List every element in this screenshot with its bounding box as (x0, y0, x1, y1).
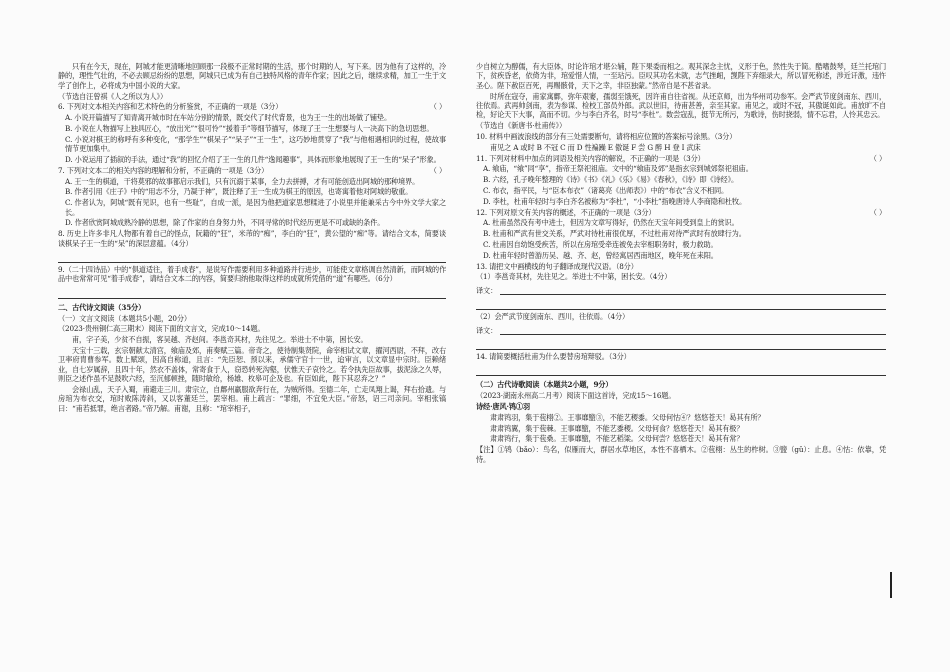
source-note: （节选自汪曾祺《人之所以为人》） (58, 91, 168, 101)
subsection-heading: （一）文言文阅读（本题共5小题，20分） (58, 313, 191, 323)
question-8: 8. 历史上许多非凡人物都有着自己的怪点，阮籍的“狂”，米芾的“痴”，李白的“狂”，黄公望的“痴”等。请结合文本，简要谈谈棋呆子王一生的“呆”的深层意蕴。（4分） (58, 229, 446, 248)
classical-paragraph: 甫，字子美，少贫不自振，客吴越、齐赵间。李邕奇其材，先往见之。举进士不中第，困长安。 (72, 335, 368, 345)
question-12-option-c: C. 杜甫因自幼饱受疾苦，所以在房琯受牵连被免去宰相职务时，极力救助。 (483, 239, 718, 249)
question-10-line: 甫见之 A 或时 B 不冠 C 而 D 性褊躁 E 傲诞 F 尝 G 醉 H 登 I 武床 (490, 142, 701, 152)
subsection-heading: （二）古代诗歌阅读（本题共2小题，9分） (476, 380, 613, 390)
question-11-option-b: B. 六经，孔子晚年整理的《诗》《书》《礼》《乐》《易》《春秋》，《诗》即《诗经》。 (483, 175, 739, 185)
question-12-option-d: D. 杜甫年轻时曾游历吴、越、齐、赵，曾经寓居西南地区，晚年死在耒阳。 (483, 250, 718, 260)
poem-notes: 【注】①鸨（bǎo）：鸟名，似雁而大，群居水草地区，本性不喜栖木。②苞栩：丛生的柞树。③盬（gǔ）：止息。④怙：依靠，凭恃。 (476, 445, 886, 464)
classical-paragraph: 天宝十三载，玄宗朝献太清宫，飨庙及郊，甫奏赋三篇。帝奇之，使待制集贤院，命宰相试文章，擢河西尉，不拜，改右卫率府胄曹参军。数上赋颂，因高自称道，且言：“先臣恕、预以来，承儒守官十一世，迨审言，以文章显中宗时。臣赖绪业，自七岁属辞，且四十年，然衣不盖体，常寄食于人，窃恐转死沟壑，伏惟天子哀怜之。若令执先臣故事，拔泥涂之久辱，则臣之述作虽不足鼓吹六经，至沉郁顿挫，随时敏给，杨雄、枚皋可企及也。有臣如此，陛下其忍弃之？” (58, 346, 446, 384)
classical-paragraph: 少自树立为醇儒，有大臣体，时论许琯才堪公辅，陛下果委而相之。观其深念主忧，义形于色，然性失于简。酷嗜鼓琴，廷兰托琯门下，贫疾昏老，依倚为非，琯爱惜人情，一至玷污。臣叹其功名未就，志气挫衄，觊陛下弃细录大，所以冒死称述，涉近讦激，违忤圣心。陛下赦臣百死，再赐骸骨，天下之幸，非臣独蒙。”然帝自是不甚省录。 (476, 62, 886, 90)
question-6-option-c: C. 小说对棋王的称呼有多种变化，“那学生”“棋呆子”“呆子”“王一生”，这巧妙地贯穿了“我”与他相遇相识的过程，使故事情节更加集中。 (65, 134, 446, 154)
question-11-stem: 11. 下列对材料中加点的词语及相关内容的解说，不正确的一项是（3分） （ ） (476, 153, 886, 163)
question-14-stem: 14. 请简要概括杜甫为什么要替房琯辩驳。（3分） (476, 351, 631, 361)
right-column (476, 62, 886, 465)
answer-fill[interactable] (500, 284, 886, 295)
classical-paragraph: 时所在寇夺，甫家寓鄜，弥年艰窭，孺弱至饿死，因许甫自往省视。从还京师，出为华州司功参军。会严武节度剑南东、西川，往依焉。武再帅剑南，表为参谋、检校工部员外郎。武以世旧，待甫甚善，亲至其家。甫见之，或时不冠，其傲诞如此。甫放旷不自检，好论天下大事，高而不切。少与李白齐名，时号“李杜”。数尝寇乱，挺节无所污，为歌诗，伤时挠弱，情不忘君，人怜其忠云。 (476, 91, 886, 120)
question-9: 9.（二十四诗品）中的“俱道适往，着手成春”，是说写作需要利用多种道路并行进步，可能使文章格调自然清新，而阿城的作品中也常常可见“着手成春”，请结合文本二的内容，简要归纳他取得这样的成就所凭借的“道”有哪些。（6分） (58, 265, 446, 284)
translation-label: 译文： (476, 325, 498, 335)
question-7-option-b: B. 作者引用《庄子》中的“用志不分，乃凝于神”，既注释了王一生成为棋王的原因，也寄寓着他对阿城的敬重。 (65, 187, 413, 197)
answer-fill[interactable] (500, 324, 886, 335)
source-note: （节选自《新唐书·杜甫传》） (476, 121, 567, 131)
answer-line[interactable] (476, 323, 886, 335)
answer-line[interactable] (476, 297, 886, 310)
question-10-stem: 10. 材料中画波浪线的部分有三处需要断句，请将相应位置的答案标号涂黑。（3分） (476, 132, 737, 142)
answer-line[interactable] (58, 286, 446, 299)
poem-line: 肃肃鸨行，集于苞桑。王事靡盬，不能艺稻粱。父母何尝？悠悠苍天！曷其有常？ (490, 434, 744, 444)
translation-label: 译文： (476, 285, 498, 295)
answer-line[interactable] (476, 337, 886, 350)
left-column (58, 62, 446, 415)
question-7-option-a: A. 王一生的棋道，干将莫邪的故事都启示我们，只有沉溺于某事，全力去拼搏，才有可能创造出阿城的那种境界。 (65, 176, 420, 186)
poem-line: 肃肃鸨翼，集于苞棘。王事靡盬，不能艺黍稷。父母何食？悠悠苍天！曷其有极？ (490, 423, 744, 433)
question-12-stem: 12. 下列对原文有关内容的概述，不正确的一项是（3分） （ ） (476, 207, 886, 217)
page-edge-mark (890, 572, 892, 598)
question-7-option-c: C. 作者认为，阿城“既有见识，也有一些耻”，自成一派，是因为他把道家思想糅进了小说里并能兼采古今中外文学大家之长。 (65, 198, 446, 217)
question-11-option-a: A. 飨庙，“飨”同“享”，指帝王祭祀祖庙。文中的“飨庙及郊”是指玄宗到城郊祭祀祖庙。 (483, 164, 753, 174)
answer-line[interactable] (476, 283, 886, 295)
question-13-stem: 13. 请把文中画横线的句子翻译成现代汉语。（8分） (476, 261, 638, 271)
question-12-option-b: B. 杜甫和严武有世交关系，严武对待杜甫很优厚，不过杜甫对待严武时有放肆行为。 (483, 229, 746, 239)
answer-line[interactable] (58, 250, 446, 263)
classical-paragraph: 会禄山乱，天子入蜀，甫避走三川。肃宗立，自鄜州羸服欲奔行在，为贼所得。至德二年，亡走凤翔上谒，拜右拾遗。与房琯为布衣交，琯时败陈涛斜，又以客董廷兰，罢宰相。甫上疏言：“罪细，不宜免大臣。”帝怒，诏三司亲问。宰相张镐曰：“甫若抵罪，绝言者路。”帝乃解。甫谢，且称：“琯宰相子， (58, 385, 446, 413)
reading-intro: （2023·湖南永州高二月考）阅读下面这首诗，完成15～16题。 (476, 391, 676, 401)
poem-title: 诗经·唐风·鸨①羽 (476, 401, 530, 411)
question-6-stem: 6. 下列对文本相关内容和艺术特色的分析鉴赏，不正确的一项是（3分） （ ） (58, 102, 446, 112)
poem-line: 肃肃鸨羽，集于苞栩②。王事靡盬③，不能艺稷黍。父母何怙④？悠悠苍天！曷其有所？ (490, 412, 765, 422)
section-heading: 二、古代诗文阅读（35分） (58, 302, 146, 312)
question-13-sentence-2: （2）会严武节度剑南东、西川，往依焉。（4分） (476, 312, 630, 322)
question-6-option-d: D. 小说运用了插叙的手法，通过“我”的回忆介绍了王一生的几件“逸闻趣事”，具体而形象地展现了王一生的“呆子”形象。 (65, 155, 441, 164)
question-11-option-d: D. 李杜，杜甫年轻时与李白齐名被称为“李杜”，“小李杜”指晚唐诗人李商隐和杜牧。 (483, 196, 747, 206)
question-6-option-a: A. 小说开篇描写了知青离开城市时在车站分别的情景，既交代了时代背景，也为王一生的出场做了铺垫。 (65, 113, 392, 123)
passage-paragraph: 只有在今天，现在，阿城才能更清晰地回顾那一段极不正常时期的生活，那个时期的人，写下来。因为他有了这样的，冷静的，理性气壮的，不必去顾忌纷纷的思想，阿城只已成为有自己独特风格的青年作家；因此之后，继续求精，加工一生于文学了创作上，必将成为中国小说的大家。 (58, 62, 446, 90)
question-6-option-b: B. 小说在人物描写上独具匠心，“放出光”“很可怜”“援着手”等细节描写，体现了王一生想要与人一决高下的急切思想。 (65, 124, 434, 133)
question-13-sentence-1: （1）李邕奇其材，先往见之。举进士不中第，困长安。（4分） (476, 272, 672, 282)
question-7-stem: 7. 下列对文本二的相关内容的理解和分析，不正确的一项是（3分） （ ） (58, 165, 446, 175)
answer-line[interactable] (476, 363, 886, 376)
question-12-option-a: A. 杜甫虽然没有考中进士，但因为文章写得好，仍然在天宝年间受到皇上的赏识。 (483, 218, 739, 228)
question-11-option-c: C. 布衣，指平民，与“臣本布衣”（诸葛亮《出师表》）中的“布衣”含义不相同。 (483, 186, 729, 195)
reading-intro: （2023·贵州铜仁高三期末）阅读下面的文言文，完成10～14题。 (58, 324, 265, 334)
question-7-option-d: D. 作者欣赏阿城成熟冷静的思想，除了作家的自身努力外，不同寻常的时代经历更是不可或缺的条件。 (65, 218, 385, 228)
